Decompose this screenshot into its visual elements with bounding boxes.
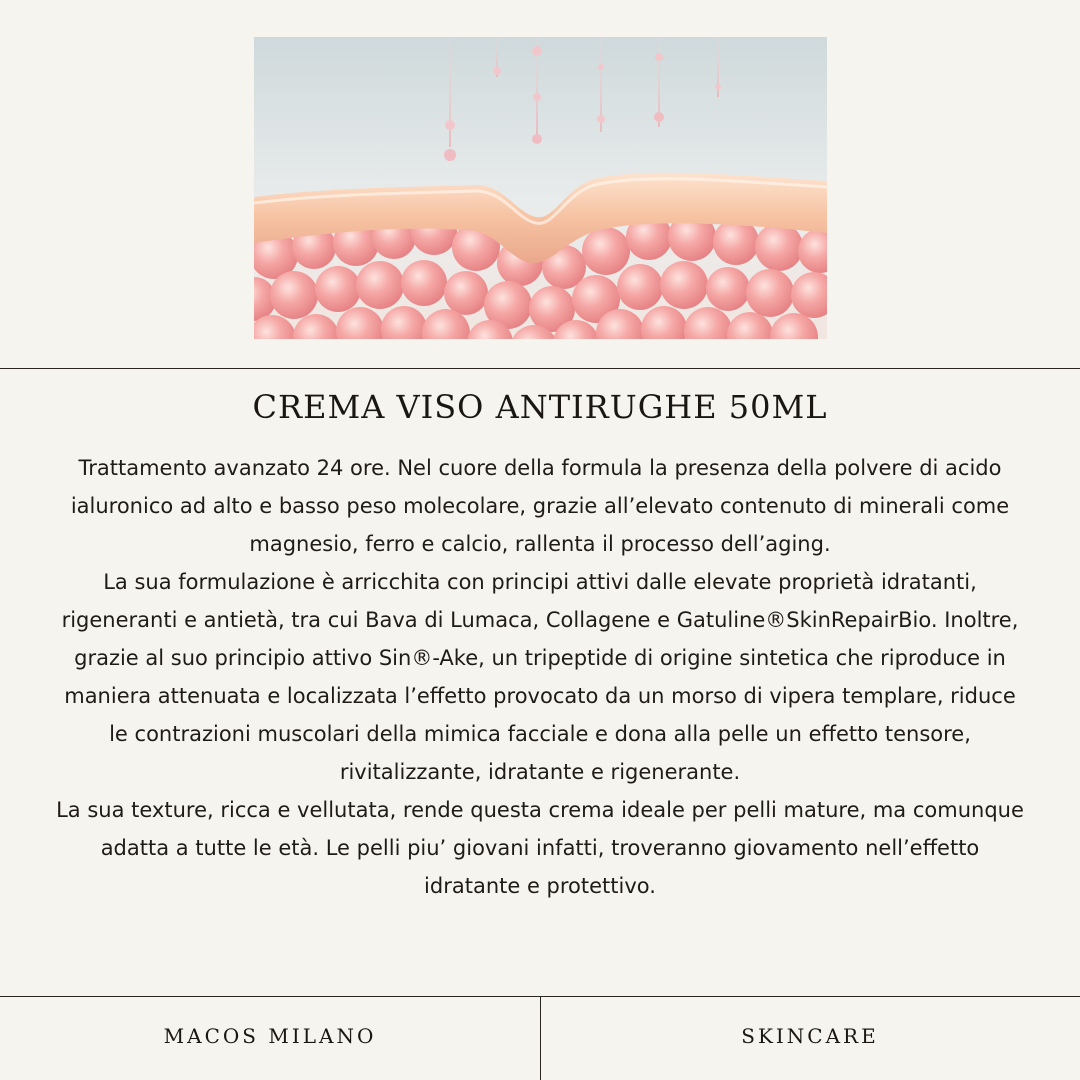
description-paragraph: La sua texture, ricca e vellutata, rende questa crema ideale per pelli mature, ma comunque adatta a tutte le età. Le pelli piu’ giovani infatti, troveranno giovamento nell’effetto idratante e protettivo. (56, 798, 1024, 898)
hero-image (254, 37, 827, 339)
category-label: SKINCARE (741, 1024, 879, 1048)
product-title: CREMA VISO ANTIRUGHE 50ML (252, 388, 828, 426)
brand-name: MACOS MILANO (163, 1024, 377, 1048)
product-description (56, 449, 1024, 905)
description-paragraph: Trattamento avanzato 24 ore. Nel cuore della formula la presenza della polvere di acido ialuronico ad alto e basso peso molecolare, grazie all’elevato contenuto di minerali come magnesio, ferro e calcio, rallenta il processo dell’aging. (70, 456, 1010, 556)
description-paragraph: La sua formulazione è arricchita con principi attivi dalle elevate proprietà idratanti, rigeneranti e antietà, tra cui Bava di Lumaca, Collagene e Gatuline®SkinRepairBio. Inoltre, grazie al suo principio attivo Sin®-Ake, un tripeptide di origine sintetica che riproduce in maniera attenuata e localizzata l’effetto provocato da un morso di vipera templare, riduce le contrazioni muscolari della mimica facciale e dona alla pelle un effetto tensore, rivitalizzante, idratante e rigenerante. (61, 570, 1019, 784)
skin-cells-illustration (254, 37, 827, 339)
top-divider (0, 368, 1080, 369)
